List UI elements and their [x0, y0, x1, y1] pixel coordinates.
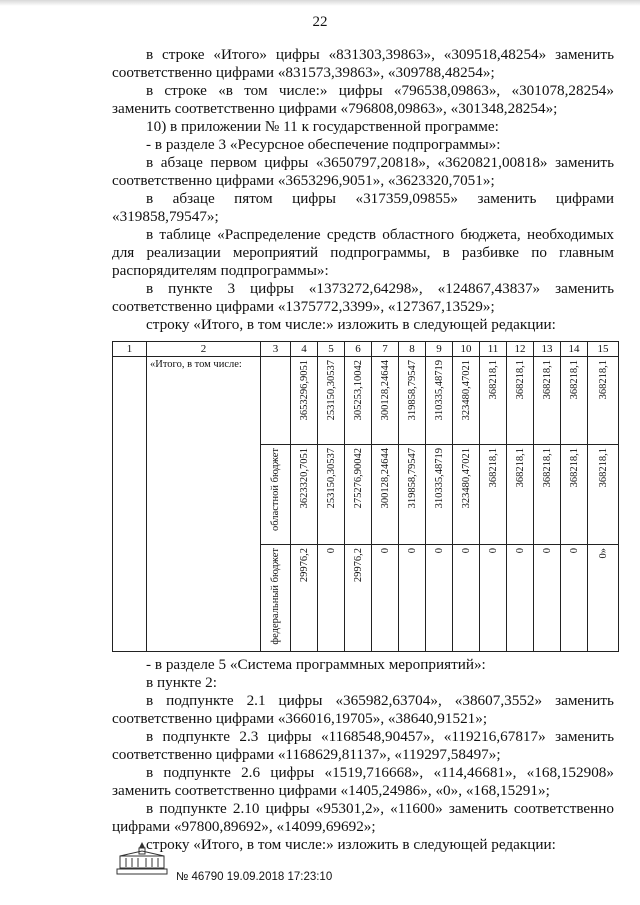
paragraph-1-line-2: соответственно цифрами «831573,39863», «309788,48254»; — [112, 64, 495, 81]
header-cell: 7 — [372, 342, 399, 357]
paragraph-8-line-1: в пункте 3 цифры «1373272,64298», «124867,43837» заменить — [146, 280, 614, 297]
paragraph-9-line-1: строку «Итого, в том числе:» изложить в следующей редакции: — [146, 316, 556, 333]
paragraph-7-line-1: в таблице «Распределение средств областного бюджета, необходимых — [146, 226, 614, 243]
source-cell: областной бюджет — [261, 445, 291, 545]
value-cell: 368218,1 — [588, 357, 619, 445]
value-cell: 300128,24644 — [372, 357, 399, 445]
paragraph-3-line-1: 10) в приложении № 11 к государственной программе: — [146, 118, 499, 135]
paragraph-5 — [112, 154, 614, 190]
after-paragraph-7-line-1: строку «Итого, в том числе:» изложить в следующей редакции: — [146, 836, 556, 853]
header-cell: 2 — [147, 342, 261, 357]
source-cell: федеральный бюджет — [261, 545, 291, 652]
paragraph-2-line-1: в строке «в том числе:» цифры «796538,09863», «301078,28254» — [146, 82, 614, 99]
value-cell: 319858,79547 — [399, 445, 426, 545]
registration-line: № 46790 19.09.2018 17:23:10 — [176, 871, 333, 883]
header-cell: 1 — [113, 342, 147, 357]
after-paragraph-2-line-1: в пункте 2: — [146, 674, 217, 691]
after-paragraph-4-line-1: в подпункте 2.3 цифры «1168548,90457», «119216,67817» заменить — [146, 728, 614, 745]
header-cell: 4 — [291, 342, 318, 357]
value-cell: 368218,1 — [507, 445, 534, 545]
paragraph-4 — [112, 136, 614, 154]
value-cell: 368218,1 — [561, 445, 588, 545]
header-cell: 12 — [507, 342, 534, 357]
paragraph-6-line-2: «319858,79547»; — [112, 208, 219, 225]
value-cell: 368218,1 — [534, 357, 561, 445]
paragraph-6-line-1: в абзаце пятом цифры «317359,09855» заменить цифрами — [146, 190, 614, 207]
value-cell: 368218,1 — [561, 357, 588, 445]
value-cell: 0 — [534, 545, 561, 652]
after-paragraph-4 — [112, 728, 614, 764]
value-cell: 3653296,9051 — [291, 357, 318, 445]
value-cell: 323480,47021 — [453, 357, 480, 445]
value-cell: 323480,47021 — [453, 445, 480, 545]
page-number: 22 — [312, 14, 328, 30]
value-cell: 305253,10042 — [345, 357, 372, 445]
header-cell: 9 — [426, 342, 453, 357]
paragraph-2 — [112, 82, 614, 118]
paragraph-4-line-1: - в разделе 3 «Ресурсное обеспечение подпрограммы»: — [146, 136, 501, 153]
paragraph-9 — [112, 316, 614, 334]
value-cell: 368218,1 — [480, 357, 507, 445]
value-cell: 0» — [588, 545, 619, 652]
value-cell: 253150,30537 — [318, 445, 345, 545]
value-cell: 0 — [453, 545, 480, 652]
paragraph-8 — [112, 280, 614, 316]
value-cell: 368218,1 — [534, 445, 561, 545]
header-cell: 10 — [453, 342, 480, 357]
value-cell: 319858,79547 — [399, 357, 426, 445]
paragraph-3 — [112, 118, 614, 136]
budget-table — [112, 341, 619, 652]
building-stamp-icon — [116, 840, 168, 876]
header-cell: 15 — [588, 342, 619, 357]
paragraph-7-line-2: для реализации мероприятий подпрограммы, в разбивке по главным — [112, 244, 614, 261]
header-cell: 6 — [345, 342, 372, 357]
after-paragraph-4-line-2: соответственно цифрами «1168629,81137», «119297,58497»; — [112, 746, 501, 763]
value-cell: 0 — [507, 545, 534, 652]
paragraph-6 — [112, 190, 614, 226]
after-paragraph-7 — [112, 836, 614, 854]
paragraph-8-line-2: соответственно цифрами «1375772,3399», «127367,13529»; — [112, 298, 495, 315]
value-cell: 368218,1 — [507, 357, 534, 445]
after-paragraph-3-line-1: в подпункте 2.1 цифры «365982,63704», «38607,3552» заменить — [146, 692, 614, 709]
header-cell: 14 — [561, 342, 588, 357]
value-cell: 0 — [480, 545, 507, 652]
value-cell: 310335,48719 — [426, 357, 453, 445]
table-row-total — [113, 357, 619, 445]
value-cell: 310335,48719 — [426, 445, 453, 545]
value-cell: 29976,2 — [345, 545, 372, 652]
value-cell: 275276,90042 — [345, 445, 372, 545]
value-cell: 0 — [372, 545, 399, 652]
header-cell: 3 — [261, 342, 291, 357]
value-cell: 0 — [561, 545, 588, 652]
paragraph-5-line-2: соответственно цифрами «3653296,9051», «3623320,7051»; — [112, 172, 495, 189]
value-cell: 3623320,7051 — [291, 445, 318, 545]
value-cell: 0 — [399, 545, 426, 652]
after-paragraph-1 — [112, 656, 614, 674]
after-paragraph-6-line-2: цифрами «97800,89692», «14099,69692»; — [112, 818, 376, 835]
after-paragraph-2 — [112, 674, 614, 692]
after-paragraph-3-line-2: соответственно цифрами «366016,19705», «38640,91521»; — [112, 710, 488, 727]
header-cell: 5 — [318, 342, 345, 357]
paragraph-7 — [112, 226, 614, 280]
value-cell: 300128,24644 — [372, 445, 399, 545]
paragraph-7-line-3: распорядителям подпрограммы»: — [112, 262, 329, 279]
after-paragraph-5-line-2: заменить соответственно цифрами «1405,24986», «0», «168,15291»; — [112, 782, 550, 799]
scan-top-edge — [0, 0, 640, 6]
value-cell: 253150,30537 — [318, 357, 345, 445]
value-cell: 368218,1 — [480, 445, 507, 545]
header-cell: 11 — [480, 342, 507, 357]
header-cell: 8 — [399, 342, 426, 357]
after-paragraph-6-line-1: в подпункте 2.10 цифры «95301,2», «11600» заменить соответственно — [146, 800, 614, 817]
after-paragraph-1-line-1: - в разделе 5 «Система программных мероприятий»: — [146, 656, 486, 673]
paragraph-1-line-1: в строке «Итого» цифры «831303,39863», «309518,48254» заменить — [146, 46, 614, 63]
header-cell: 13 — [534, 342, 561, 357]
value-cell: 368218,1 — [588, 445, 619, 545]
after-paragraph-5-line-1: в подпункте 2.6 цифры «1519,716668», «114,46681», «168,152908» — [146, 764, 614, 781]
source-cell — [261, 357, 291, 445]
table-header-row — [113, 342, 619, 357]
row-label-total: «Итого, в том числе: — [147, 357, 261, 652]
paragraph-1 — [112, 46, 614, 82]
after-paragraph-6 — [112, 800, 614, 836]
value-cell: 0 — [318, 545, 345, 652]
value-cell: 29976,2 — [291, 545, 318, 652]
paragraph-2-line-2: заменить соответственно цифрами «796808,09863», «301348,28254»; — [112, 100, 558, 117]
paragraph-5-line-1: в абзаце первом цифры «3650797,20818», «3620821,00818» заменить — [146, 154, 614, 171]
after-paragraph-3 — [112, 692, 614, 728]
table-cell-empty — [113, 357, 147, 652]
value-cell: 0 — [426, 545, 453, 652]
after-paragraph-5 — [112, 764, 614, 800]
